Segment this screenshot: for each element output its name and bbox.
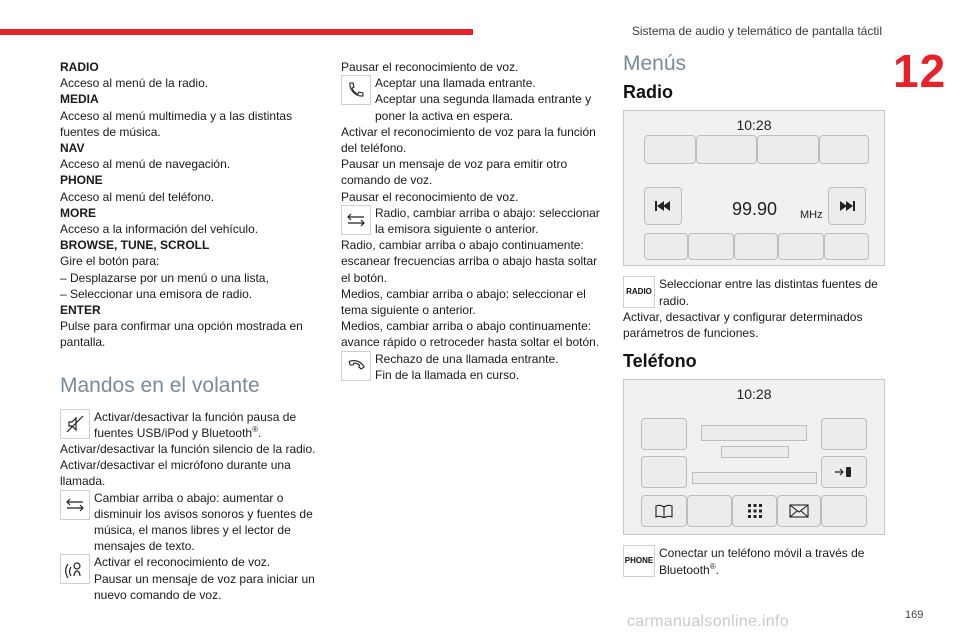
seek-forward-button[interactable]	[828, 187, 866, 225]
paragraph: Medios, cambiar arriba o abajo continuamente: avance rápido o retroceder hasta soltar el botón.	[341, 319, 600, 350]
radio-switch-row	[341, 205, 603, 237]
period: .	[258, 425, 262, 440]
dash-item: – Seleccionar una emisora de radio.	[60, 286, 253, 301]
radio-desc: Activar, desactivar y configurar determinados parámetros de funciones.	[623, 309, 863, 341]
mute-line: Activar/desactivar el micrófono durante una llamada.	[60, 458, 291, 489]
seek-forward-icon	[839, 200, 855, 212]
mute-text: Activar/desactivar la función pausa de fuentes USB/iPod y Bluetooth	[94, 409, 297, 440]
radio-screen	[623, 110, 885, 266]
keypad-button[interactable]	[732, 495, 777, 527]
seek-back-button[interactable]	[644, 187, 682, 225]
phone-button[interactable]	[821, 495, 867, 527]
preset-button[interactable]	[757, 135, 819, 164]
def-term: MEDIA	[60, 92, 99, 107]
def-term: MORE	[60, 205, 96, 220]
phone-title: Teléfono	[623, 351, 697, 372]
menu-button[interactable]	[824, 233, 869, 260]
phone-button[interactable]	[821, 418, 867, 450]
right-column	[623, 52, 885, 578]
volume-text: Cambiar arriba o abajo: aumentar o disminuir los avisos sonoros y fuentes de música, el manos libres y el lector de mensajes de texto.	[94, 490, 313, 554]
phone-badge-row	[623, 545, 885, 577]
running-header: Sistema de audio y telemático de pantalla táctil	[631, 24, 882, 38]
def-term: BROWSE, TUNE, SCROLL	[60, 238, 210, 253]
middle-column	[341, 59, 603, 383]
call-text: Aceptar una segunda llamada entrante y poner la activa en espera.	[375, 92, 592, 123]
call-row	[341, 75, 603, 124]
radio-desc: Seleccionar entre las distintas fuentes de radio.	[659, 277, 878, 308]
volume-switch-icon	[60, 490, 90, 520]
paragraph: Pausar un mensaje de voz para emitir otro comando de voz.	[341, 157, 568, 188]
frequency: 99.90	[732, 199, 778, 220]
menu-button[interactable]	[644, 233, 688, 260]
def-desc: Acceso al menú de la radio.	[60, 76, 209, 91]
seek-back-icon	[655, 200, 671, 212]
registered-mark: ®	[709, 561, 716, 571]
clock: 10:28	[736, 386, 772, 403]
menu-button[interactable]	[778, 233, 824, 260]
left-column	[60, 59, 322, 603]
phone-screen	[623, 379, 885, 535]
hangup-text: Fin de la llamada en curso.	[375, 367, 520, 382]
phone-connect-icon	[834, 465, 854, 479]
envelope-icon	[789, 504, 809, 518]
voice-text: Activar el reconocimiento de voz.	[94, 555, 271, 570]
def-term: RADIO	[60, 60, 99, 74]
header-red-bar	[0, 29, 473, 35]
frequency-unit: MHz	[800, 209, 823, 222]
paragraph: Activar el reconocimiento de voz para la función del teléfono.	[341, 124, 596, 156]
menu-button[interactable]	[734, 233, 778, 260]
def-term: NAV	[60, 141, 85, 156]
paragraph: Radio, cambiar arriba o abajo continuamente: escanear frecuencias arriba o abajo hasta soltar el botón.	[341, 238, 598, 285]
phone-display-field	[692, 472, 817, 484]
def-desc: Acceso al menú de navegación.	[60, 157, 231, 172]
def-desc: Acceso al menú multimedia y a las distintas fuentes de música.	[60, 108, 293, 139]
phone-desc: Conectar un teléfono móvil a través de Bluetooth	[659, 546, 865, 577]
keypad-icon	[746, 502, 764, 520]
voice-text: Pausar un mensaje de voz para iniciar un nuevo comando de voz.	[94, 571, 315, 602]
bluetooth-connect-button[interactable]	[821, 456, 867, 488]
menus-title: Menús	[623, 52, 687, 75]
preset-button[interactable]	[819, 135, 869, 164]
radio-badge-row	[623, 276, 885, 308]
phone-badge: PHONE	[623, 545, 655, 577]
watermark: carmanualsonline.info	[627, 613, 789, 630]
preset-button[interactable]	[644, 135, 696, 164]
up-down-switch-icon	[341, 205, 371, 235]
phone-button[interactable]	[687, 495, 732, 527]
call-text: Aceptar una llamada entrante.	[375, 76, 536, 91]
mute-row	[60, 409, 322, 441]
radio-switch-text: Radio, cambiar arriba o abajo: seleccionar la emisora siguiente o anterior.	[375, 205, 600, 237]
phone-display-field	[701, 425, 807, 441]
def-desc: Acceso a la información del vehículo.	[60, 222, 259, 237]
paragraph: Pausar el reconocimiento de voz.	[341, 60, 519, 74]
section-title: Mandos en el volante	[60, 373, 260, 397]
mute-icon	[60, 409, 90, 439]
paragraph: Medios, cambiar arriba o abajo: seleccionar el tema siguiente o anterior.	[341, 286, 586, 318]
phone-button[interactable]	[641, 456, 687, 488]
phone-hangup-icon	[341, 351, 371, 381]
mute-line: Activar/desactivar la función silencio de la radio.	[60, 442, 316, 457]
def-desc: Gire el botón para:	[60, 254, 160, 269]
phone-button[interactable]	[641, 418, 687, 450]
contacts-button[interactable]	[641, 495, 687, 527]
phone-display-field	[721, 446, 789, 458]
volume-row	[60, 490, 322, 555]
radio-title: Radio	[623, 82, 674, 103]
book-icon	[654, 504, 674, 518]
def-term: PHONE	[60, 173, 103, 188]
page-number: 169	[905, 609, 924, 621]
voice-command-icon	[60, 554, 90, 584]
messages-button[interactable]	[777, 495, 821, 527]
radio-badge: RADIO	[623, 276, 655, 308]
def-desc: Pulse para confirmar una opción mostrada en pantalla.	[60, 319, 303, 350]
voice-row	[60, 554, 322, 603]
menu-button[interactable]	[688, 233, 734, 260]
registered-mark: ®	[252, 424, 259, 434]
def-term: ENTER	[60, 303, 101, 318]
hangup-text: Rechazo de una llamada entrante.	[375, 351, 559, 366]
clock: 10:28	[736, 117, 772, 134]
phone-answer-icon	[341, 75, 371, 105]
paragraph: Pausar el reconocimiento de voz.	[341, 189, 519, 204]
period: .	[715, 562, 719, 577]
hangup-row	[341, 351, 603, 383]
def-desc: Acceso al menú del teléfono.	[60, 189, 215, 204]
dash-item: – Desplazarse por un menú o una lista,	[60, 270, 269, 285]
preset-button[interactable]	[696, 135, 757, 164]
chapter-number: 12	[893, 45, 947, 97]
